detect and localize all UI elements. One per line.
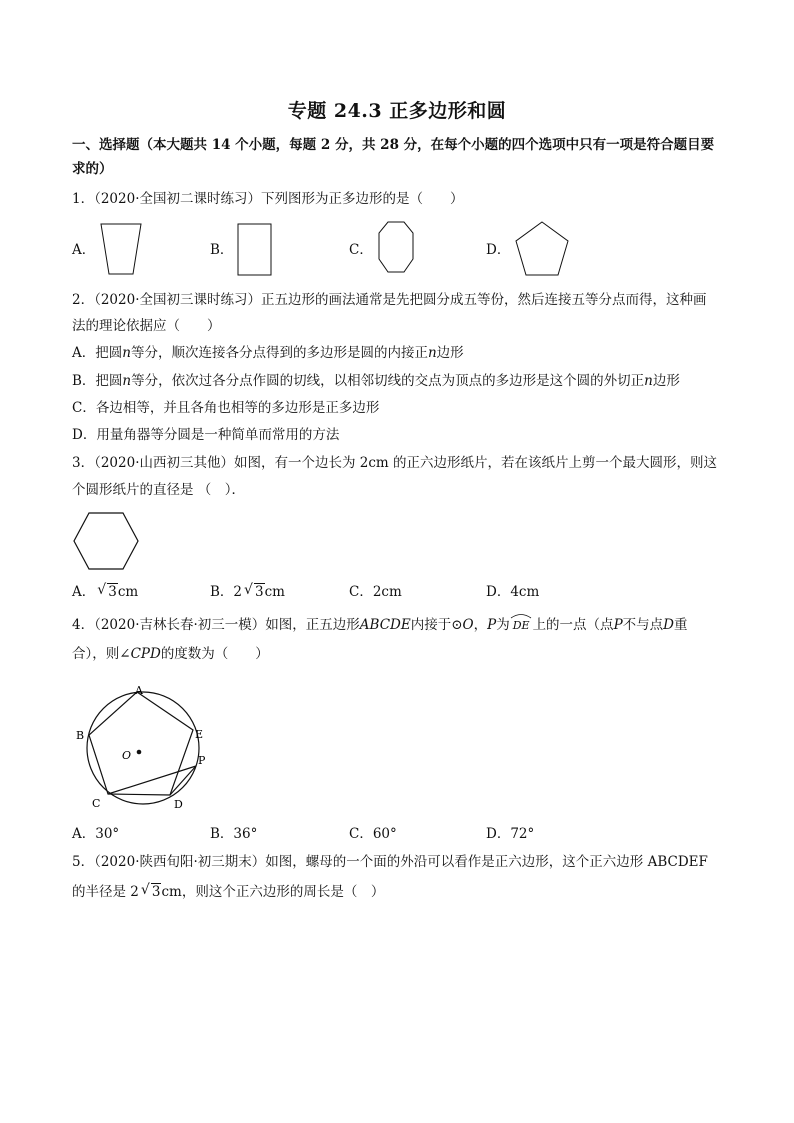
- q3-option-b: [210, 582, 285, 602]
- q4-label-b: B: [76, 729, 85, 742]
- q4-option-a: A．30°: [72, 826, 120, 842]
- q2-option-a-end: 边形: [436, 345, 464, 361]
- q4-text-d: 为: [496, 617, 510, 633]
- q1-stem: 1．（2020·全国初二课时练习）下列图形为正多边形的是（ ）: [72, 191, 464, 207]
- q4-label-c: C: [92, 797, 101, 810]
- q3-option-a-sqrt: [97, 582, 118, 602]
- q2-option-b: [72, 371, 732, 391]
- q4-pentagon-name: ABCDE: [359, 617, 411, 633]
- q4-center-dot: [137, 750, 142, 755]
- q4-point-d: D: [663, 617, 674, 633]
- q5-radicand: 3: [151, 884, 161, 900]
- q3-option-a: [72, 582, 138, 602]
- q4-point-p2: P: [613, 617, 623, 633]
- q4-text-f: 不与点: [622, 617, 664, 633]
- q3-option-a-unit: cm: [117, 584, 139, 600]
- q4-label-a: A: [135, 684, 143, 697]
- q4-text-e: 上的一点（点: [532, 617, 614, 633]
- q4-text-a: 4．（2020·吉林长春·初三一模）如图，正五边形: [72, 617, 360, 633]
- q5-stem-line2: [72, 882, 732, 902]
- q4-label-p: P: [198, 754, 206, 767]
- q4-stem-line1: [72, 615, 732, 636]
- q2-stem-line2: 法的理论依据应（ ）: [72, 318, 221, 334]
- q4-label-e: E: [195, 728, 204, 741]
- q3-option-b-unit: cm: [264, 584, 285, 600]
- q2-option-b-text: B．把圆: [72, 373, 123, 389]
- q2-option-a-text2: 等分，顺次连接各分点得到的多边形是圆的内接正: [130, 345, 428, 361]
- q5-sqrt: [141, 882, 162, 902]
- q5-text-a: 的半径是 2: [72, 884, 139, 900]
- q4-angle-name: CPD: [130, 646, 161, 662]
- q3-option-c: C．2cm: [349, 584, 402, 600]
- q4-option-c: C．60°: [349, 826, 397, 842]
- q3-option-a-label: A．: [72, 584, 96, 600]
- q3-option-b-sqrt: [244, 582, 265, 602]
- q3-hexagon-figure: [72, 511, 140, 571]
- q2-option-d: D．用量角器等分圆是一种简单而常用的方法: [72, 427, 340, 443]
- q4-circle: [87, 692, 199, 804]
- q4-arc-label: DE: [512, 619, 530, 632]
- q2-option-a-text: A．把圆: [72, 345, 123, 361]
- q2-option-c: C．各边相等，并且各角也相等的多边形是正多边形: [72, 400, 380, 416]
- q1-pentagon-figure: [514, 220, 570, 278]
- page-title: 专题 24.3 正多边形和圆: [287, 100, 507, 122]
- q4-text-h: 合），则∠: [72, 646, 131, 662]
- q3-option-b-label: B．2: [210, 584, 243, 600]
- q4-arc-mark: [510, 613, 532, 619]
- q2-stem-line1: 2．（2020·全国初三课时练习）正五边形的画法通常是先把圆分成五等份，然后连接五等分点而得，这种画: [72, 292, 707, 308]
- q2-option-a: [72, 343, 732, 363]
- section-heading-line2: 求的）: [72, 161, 113, 177]
- q3-option-a-radicand: 3: [108, 584, 117, 600]
- q1-rectangle-figure: [237, 222, 273, 277]
- q2-option-b-end: 边形: [652, 373, 680, 389]
- q4-text-i: 的度数为（ ）: [160, 646, 269, 662]
- q4-circle-name: O: [462, 617, 474, 633]
- q4-option-b: B．36°: [210, 826, 258, 842]
- section-heading-line1: 一、选择题（本大题共 14 个小题，每题 2 分，共 28 分，在每个小题的四个选项中只有一项是符合题目要: [72, 137, 715, 153]
- q3-option-d: D．4cm: [486, 584, 540, 600]
- q2-option-b-text2: 等分，依次过各分点作圆的切线，以相邻切线的交点为顶点的多边形是这个圆的外切正: [131, 373, 645, 389]
- q3-option-b-radicand: 3: [255, 584, 264, 600]
- q1-trapezoid-figure: [100, 222, 142, 276]
- q3-stem-line1: 3．（2020·山西初三其他）如图，有一个边长为 2cm 的正六边形纸片，若在该纸片上剪一个最大圆形，则这: [72, 455, 718, 471]
- q1-option-b-label: B．: [210, 242, 234, 258]
- q4-label-o: O: [122, 749, 132, 762]
- q4-arc-de: [510, 616, 533, 636]
- q4-text-g: 重: [673, 617, 688, 633]
- q2-option-b-n2: n: [644, 373, 653, 389]
- q3-stem-line2: 个圆形纸片的直径是 （ ）．: [72, 482, 246, 498]
- q4-point-p: P: [487, 617, 497, 633]
- q4-option-d: D．72°: [486, 826, 535, 842]
- q2-option-b-n: n: [122, 373, 132, 389]
- q1-option-c-label: C．: [349, 242, 373, 258]
- q5-stem-line1: 5．（2020·陕西旬阳·初三期末）如图，螺母的一个面的外沿可以看作是正六边形，这个正六边形 ABCDEF: [72, 854, 708, 870]
- q4-label-d: D: [174, 798, 183, 811]
- q2-option-a-n2: n: [427, 345, 437, 361]
- q4-stem-line2: [72, 644, 732, 664]
- q4-circle-pentagon-figure: [70, 680, 220, 815]
- q4-text-b: 内接于⊙: [410, 617, 463, 633]
- q2-option-a-n: n: [122, 345, 131, 361]
- q5-text-b: cm，则这个正六边形的周长是（ ）: [161, 884, 385, 900]
- q1-octagon-figure: [377, 220, 415, 274]
- q1-option-a-label: A．: [72, 242, 96, 258]
- q4-text-c: ，: [473, 617, 488, 633]
- q1-option-d-label: D．: [486, 242, 511, 258]
